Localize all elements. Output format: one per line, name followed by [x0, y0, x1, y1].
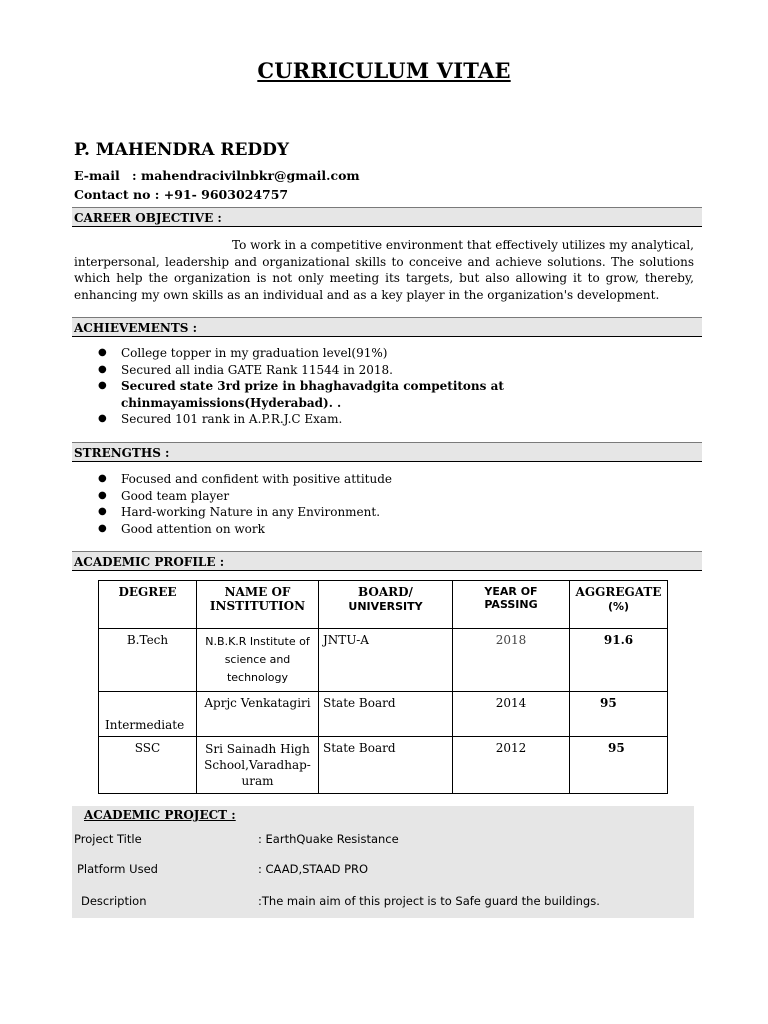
- section-career-objective: CAREER OBJECTIVE :: [72, 207, 702, 227]
- cell-degree: Intermediate: [99, 692, 197, 737]
- project-title-value: : EarthQuake Resistance: [258, 832, 399, 846]
- header-year: YEAR OF PASSING: [453, 581, 570, 629]
- header-aggregate: AGGREGATE (%): [570, 581, 668, 629]
- list-item: ● Good attention on work: [74, 521, 561, 538]
- document-title: CURRICULUM VITAE: [257, 58, 511, 83]
- cell-board: State Board: [319, 737, 453, 794]
- table-header-row: [99, 581, 668, 629]
- candidate-name: P. MAHENDRA REDDY: [74, 140, 290, 160]
- cell-aggregate: 91.6: [570, 629, 668, 692]
- list-item: ● Good team player: [74, 488, 561, 505]
- cell-institution: N.B.K.R Institute of science and technology: [197, 629, 319, 692]
- project-title-label: Project Title: [74, 832, 142, 846]
- list-item: ● Secured 101 rank in A.P.R.J.C Exam.: [74, 411, 561, 428]
- cell-year: 2014: [453, 692, 570, 737]
- section-achievements: ACHIEVEMENTS :: [72, 317, 702, 337]
- objective-text: To work in a competitive environment that effectively utilizes my analytical, interpersonal, leadership and organizational skills to conceive and achieve solutions. The solutions which help the organization is not only meeting its targets, but also allowing it to grow, thereby, enhancing my own skills as an individual and as a key player in the organization's development.: [74, 238, 694, 302]
- objective-paragraph: [74, 237, 694, 303]
- academic-table: [98, 580, 668, 794]
- table-row: [99, 692, 668, 737]
- platform-label: Platform Used: [77, 862, 158, 876]
- achievements-list: [74, 345, 561, 428]
- cell-aggregate: 95: [570, 692, 668, 737]
- cell-institution: Aprjc Venkatagiri: [197, 692, 319, 737]
- strengths-list: [74, 471, 561, 537]
- cell-degree: B.Tech: [99, 629, 197, 692]
- list-item: ● Secured all india GATE Rank 11544 in 2018.: [74, 362, 561, 379]
- list-item: ● Focused and confident with positive attitude: [74, 471, 561, 488]
- header-board: BOARD/ UNIVERSITY: [319, 581, 453, 629]
- cell-year: 2018: [453, 629, 570, 692]
- cell-degree: SSC: [99, 737, 197, 794]
- cell-board: JNTU-A: [319, 629, 453, 692]
- email-line: [74, 168, 360, 183]
- cell-year: 2012: [453, 737, 570, 794]
- cell-board: State Board: [319, 692, 453, 737]
- table-row: [99, 737, 668, 794]
- email-value: : mahendracivilnbkr@gmail.com: [132, 168, 360, 183]
- list-item: ● College topper in my graduation level(91%): [74, 345, 561, 362]
- header-institution: NAME OF INSTITUTION: [197, 581, 319, 629]
- cell-institution: Sri Sainadh High School,Varadhap-uram: [197, 737, 319, 794]
- table-row: [99, 629, 668, 692]
- list-item: ● Hard-working Nature in any Environment.: [74, 504, 561, 521]
- phone-label: Contact no :: [74, 187, 160, 202]
- phone-value: +91- 9603024757: [159, 187, 289, 202]
- section-academic-profile: ACADEMIC PROFILE :: [72, 551, 702, 571]
- list-item: ● Secured state 3rd prize in bhaghavadgita competitons at chinmayamissions(Hyderabad). .: [74, 378, 561, 411]
- header-degree: DEGREE: [99, 581, 197, 629]
- section-academic-project: ACADEMIC PROJECT :: [84, 808, 236, 822]
- phone-line: [74, 187, 288, 202]
- platform-value: : CAAD,STAAD PRO: [258, 862, 369, 876]
- section-strengths: STRENGTHS :: [72, 442, 702, 462]
- email-label: E-mail: [74, 168, 120, 183]
- description-value: :The main aim of this project is to Safe guard the buildings.: [258, 894, 600, 908]
- cell-aggregate: 95: [570, 737, 668, 794]
- description-label: Description: [81, 894, 147, 908]
